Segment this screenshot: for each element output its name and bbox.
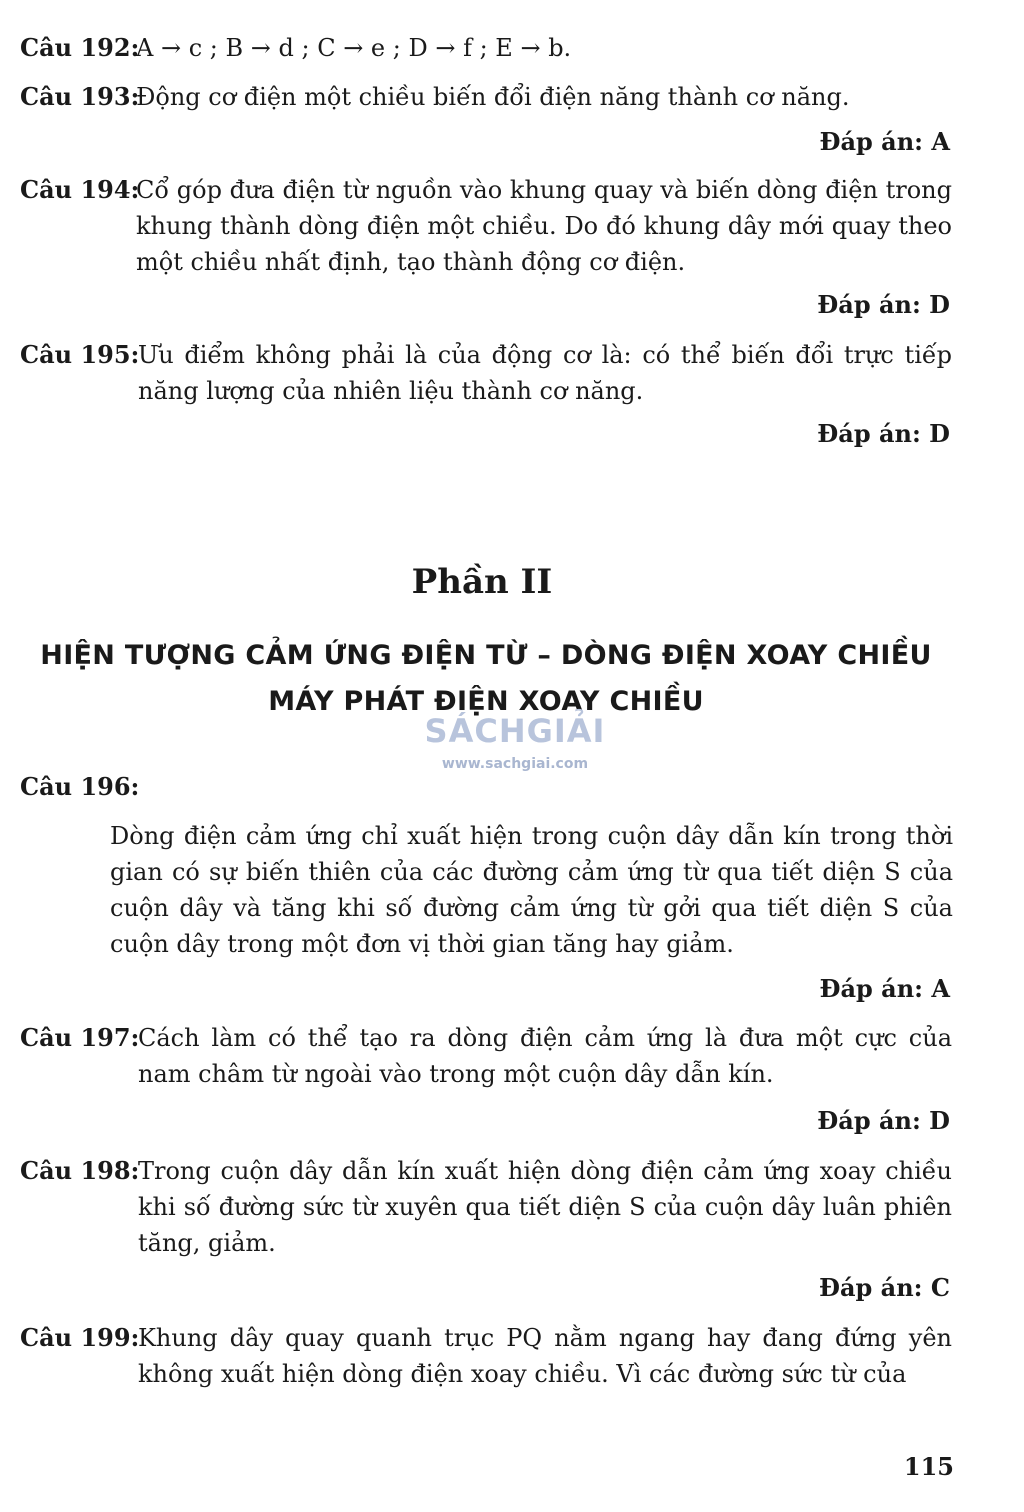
question-label: Câu 199: xyxy=(20,1323,140,1352)
question-195 xyxy=(20,337,952,409)
question-text: Động cơ điện một chiều biến đổi điện năng thành cơ năng. xyxy=(136,83,850,111)
question-197 xyxy=(20,1020,952,1092)
question-199 xyxy=(20,1320,952,1392)
question-196-label: Câu 196: xyxy=(20,772,140,801)
question-text: Ưu điểm không phải là của động cơ là: có thể biến đổi trực tiếp năng lượng của nhiên liệu thành cơ năng. xyxy=(138,341,952,405)
question-label: Câu 198: xyxy=(20,1156,140,1185)
question-196-text: Dòng điện cảm ứng chỉ xuất hiện trong cuộn dây dẫn kín trong thời gian có sự biến thiên của các đường cảm ứng từ qua tiết diện S của cuộn dây và tăng khi số đường cảm ứng từ gởi qua tiết diện S của cuộn dây trong một đơn vị thời gian tăng hay giảm. xyxy=(110,822,953,958)
question-text: Cách làm có thể tạo ra dòng điện cảm ứng là đưa một cực của nam châm từ ngoài vào trong một cuộn dây dẫn kín. xyxy=(138,1024,952,1088)
watermark-logo: SÁCHGIẢI xyxy=(424,712,606,750)
answer-196: Đáp án: A xyxy=(819,974,950,1003)
section-heading-line1: HIỆN TƯỢNG CẢM ỨNG ĐIỆN TỪ – DÒNG ĐIỆN XOAY CHIỀU xyxy=(40,640,932,671)
question-text: A → c ; B → d ; C → e ; D → f ; E → b. xyxy=(136,34,572,62)
question-label: Câu 193: xyxy=(20,82,140,111)
answer-198: Đáp án: C xyxy=(819,1273,950,1302)
question-label: Câu 195: xyxy=(20,340,140,369)
question-text: Trong cuộn dây dẫn kín xuất hiện dòng điện cảm ứng xoay chiều khi số đường sức từ xuyên qua tiết diện S của cuộn dây luân phiên tăng, giảm. xyxy=(138,1157,952,1257)
answer-193: Đáp án: A xyxy=(819,127,950,156)
watermark-url: www.sachgiai.com xyxy=(441,756,589,772)
question-198 xyxy=(20,1153,952,1261)
answer-194: Đáp án: D xyxy=(817,290,950,319)
question-194 xyxy=(20,172,952,280)
part-title: Phần II xyxy=(411,562,553,602)
question-label: Câu 192: xyxy=(20,33,140,62)
question-text: Cổ góp đưa điện từ nguồn vào khung quay và biến dòng điện trong khung thành dòng điện một chiều. Do đó khung dây mới quay theo một chiều nhất định, tạo thành động cơ điện. xyxy=(136,176,952,276)
watermark xyxy=(405,712,625,772)
question-label: Câu 194: xyxy=(20,175,140,204)
section-heading-line2: MÁY PHÁT ĐIỆN XOAY CHIỀU xyxy=(268,686,704,717)
answer-195: Đáp án: D xyxy=(817,419,950,448)
question-192 xyxy=(20,30,952,66)
page-number: 115 xyxy=(903,1452,954,1481)
question-193 xyxy=(20,79,952,115)
question-label: Câu 197: xyxy=(20,1023,140,1052)
question-text: Khung dây quay quanh trục PQ nằm ngang hay đang đứng yên không xuất hiện dòng điện xoay chiều. Vì các đường sức từ của xyxy=(138,1324,952,1388)
answer-197: Đáp án: D xyxy=(817,1106,950,1135)
